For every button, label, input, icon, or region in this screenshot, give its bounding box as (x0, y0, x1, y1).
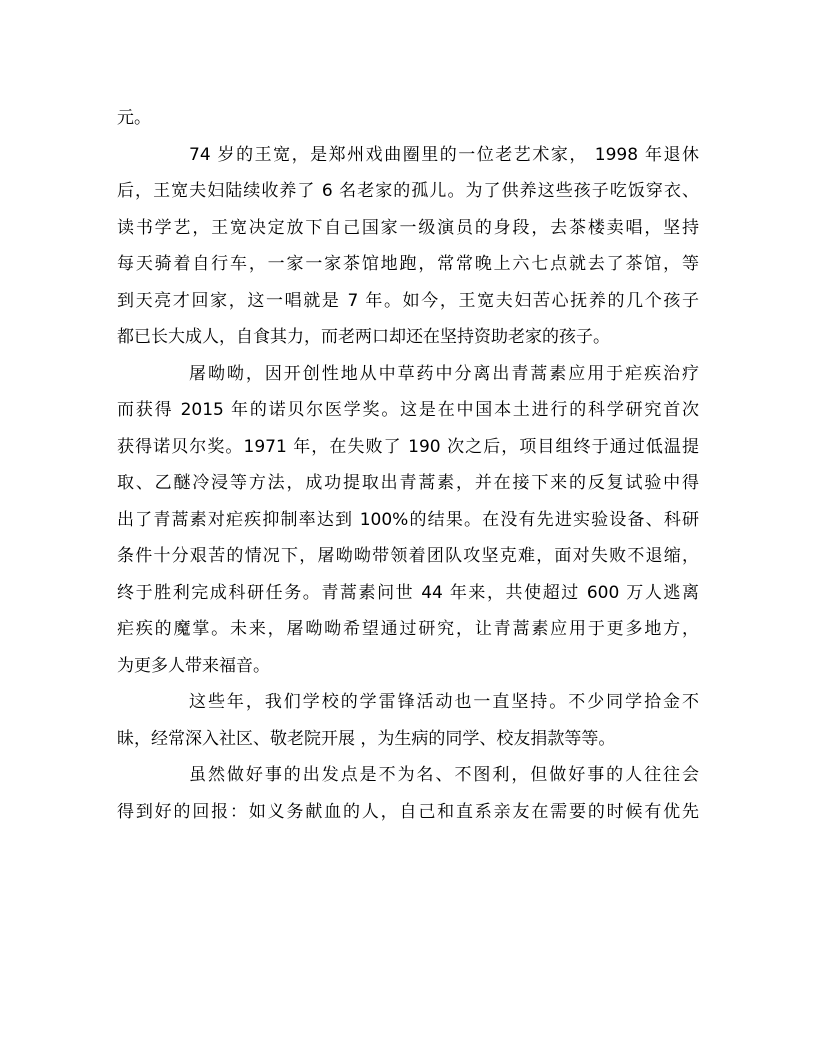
text-line: 读书学艺，王宽决定放下自己国家一级演员的身段，去茶楼卖唱，坚持 (117, 217, 699, 238)
text-line: 终于胜利完成科研任务。青蒿素问世 44 年来，共使超过 600 万人逃离 (117, 582, 699, 603)
text-line: 这些年，我们学校的学雷锋活动也一直坚持。不少同学拾金不 (189, 692, 699, 712)
text-line: 虽然做好事的出发点是不为名、不图利，但做好事的人往往会 (189, 765, 699, 785)
text-line: 后，王宽夫妇陆续收养了 6 名老家的孤儿。为了供养这些孩子吃饭穿衣、 (117, 181, 699, 201)
text-line: 而获得 2015 年的诺贝尔医学奖。这是在中国本土进行的科学研究首次 (117, 400, 699, 420)
text-line: 条件十分艰苦的情况下，屠呦呦带领着团队攻坚克难，面对失败不退缩， (117, 546, 699, 566)
text-line: 元。 (117, 108, 151, 128)
text-line: 74 岁的王宽，是郑州戏曲圈里的一位老艺术家， 1998 年退休 (189, 144, 699, 165)
text-line: 屠呦呦，因开创性地从中草药中分离出青蒿素应用于疟疾治疗 (189, 363, 699, 384)
text-line: 得到好的回报：如义务献血的人，自己和直系亲友在需要的时候有优先 (117, 801, 699, 822)
text-line: 昧，经常深入社区、敬老院开展 ，为生病的同学、校友捐款等等。 (117, 728, 616, 749)
text-line: 都已长大成人，自食其力，而老两口却还在坚持资助老家的孩子。 (117, 327, 610, 347)
document-body (117, 100, 699, 830)
text-line: 取、乙醚冷浸等方法，成功提取出青蒿素，并在接下来的反复试验中得 (117, 473, 699, 493)
text-line: 疟疾的魔掌。未来，屠呦呦希望通过研究，让青蒿素应用于更多地方， (117, 619, 699, 639)
text-line: 出了青蒿素对疟疾抑制率达到 100%的结果。在没有先进实验设备、科研 (117, 509, 699, 530)
text-line: 每天骑着自行车，一家一家茶馆地跑，常常晚上六七点就去了茶馆，等 (117, 254, 699, 274)
text-line: 为更多人带来福音。 (117, 655, 270, 676)
text-line: 到天亮才回家，这一唱就是 7 年。如今，王宽夫妇苦心抚养的几个孩子 (117, 290, 699, 311)
text-line: 获得诺贝尔奖。1971 年，在失败了 190 次之后，项目组终于通过低温提 (117, 436, 699, 457)
